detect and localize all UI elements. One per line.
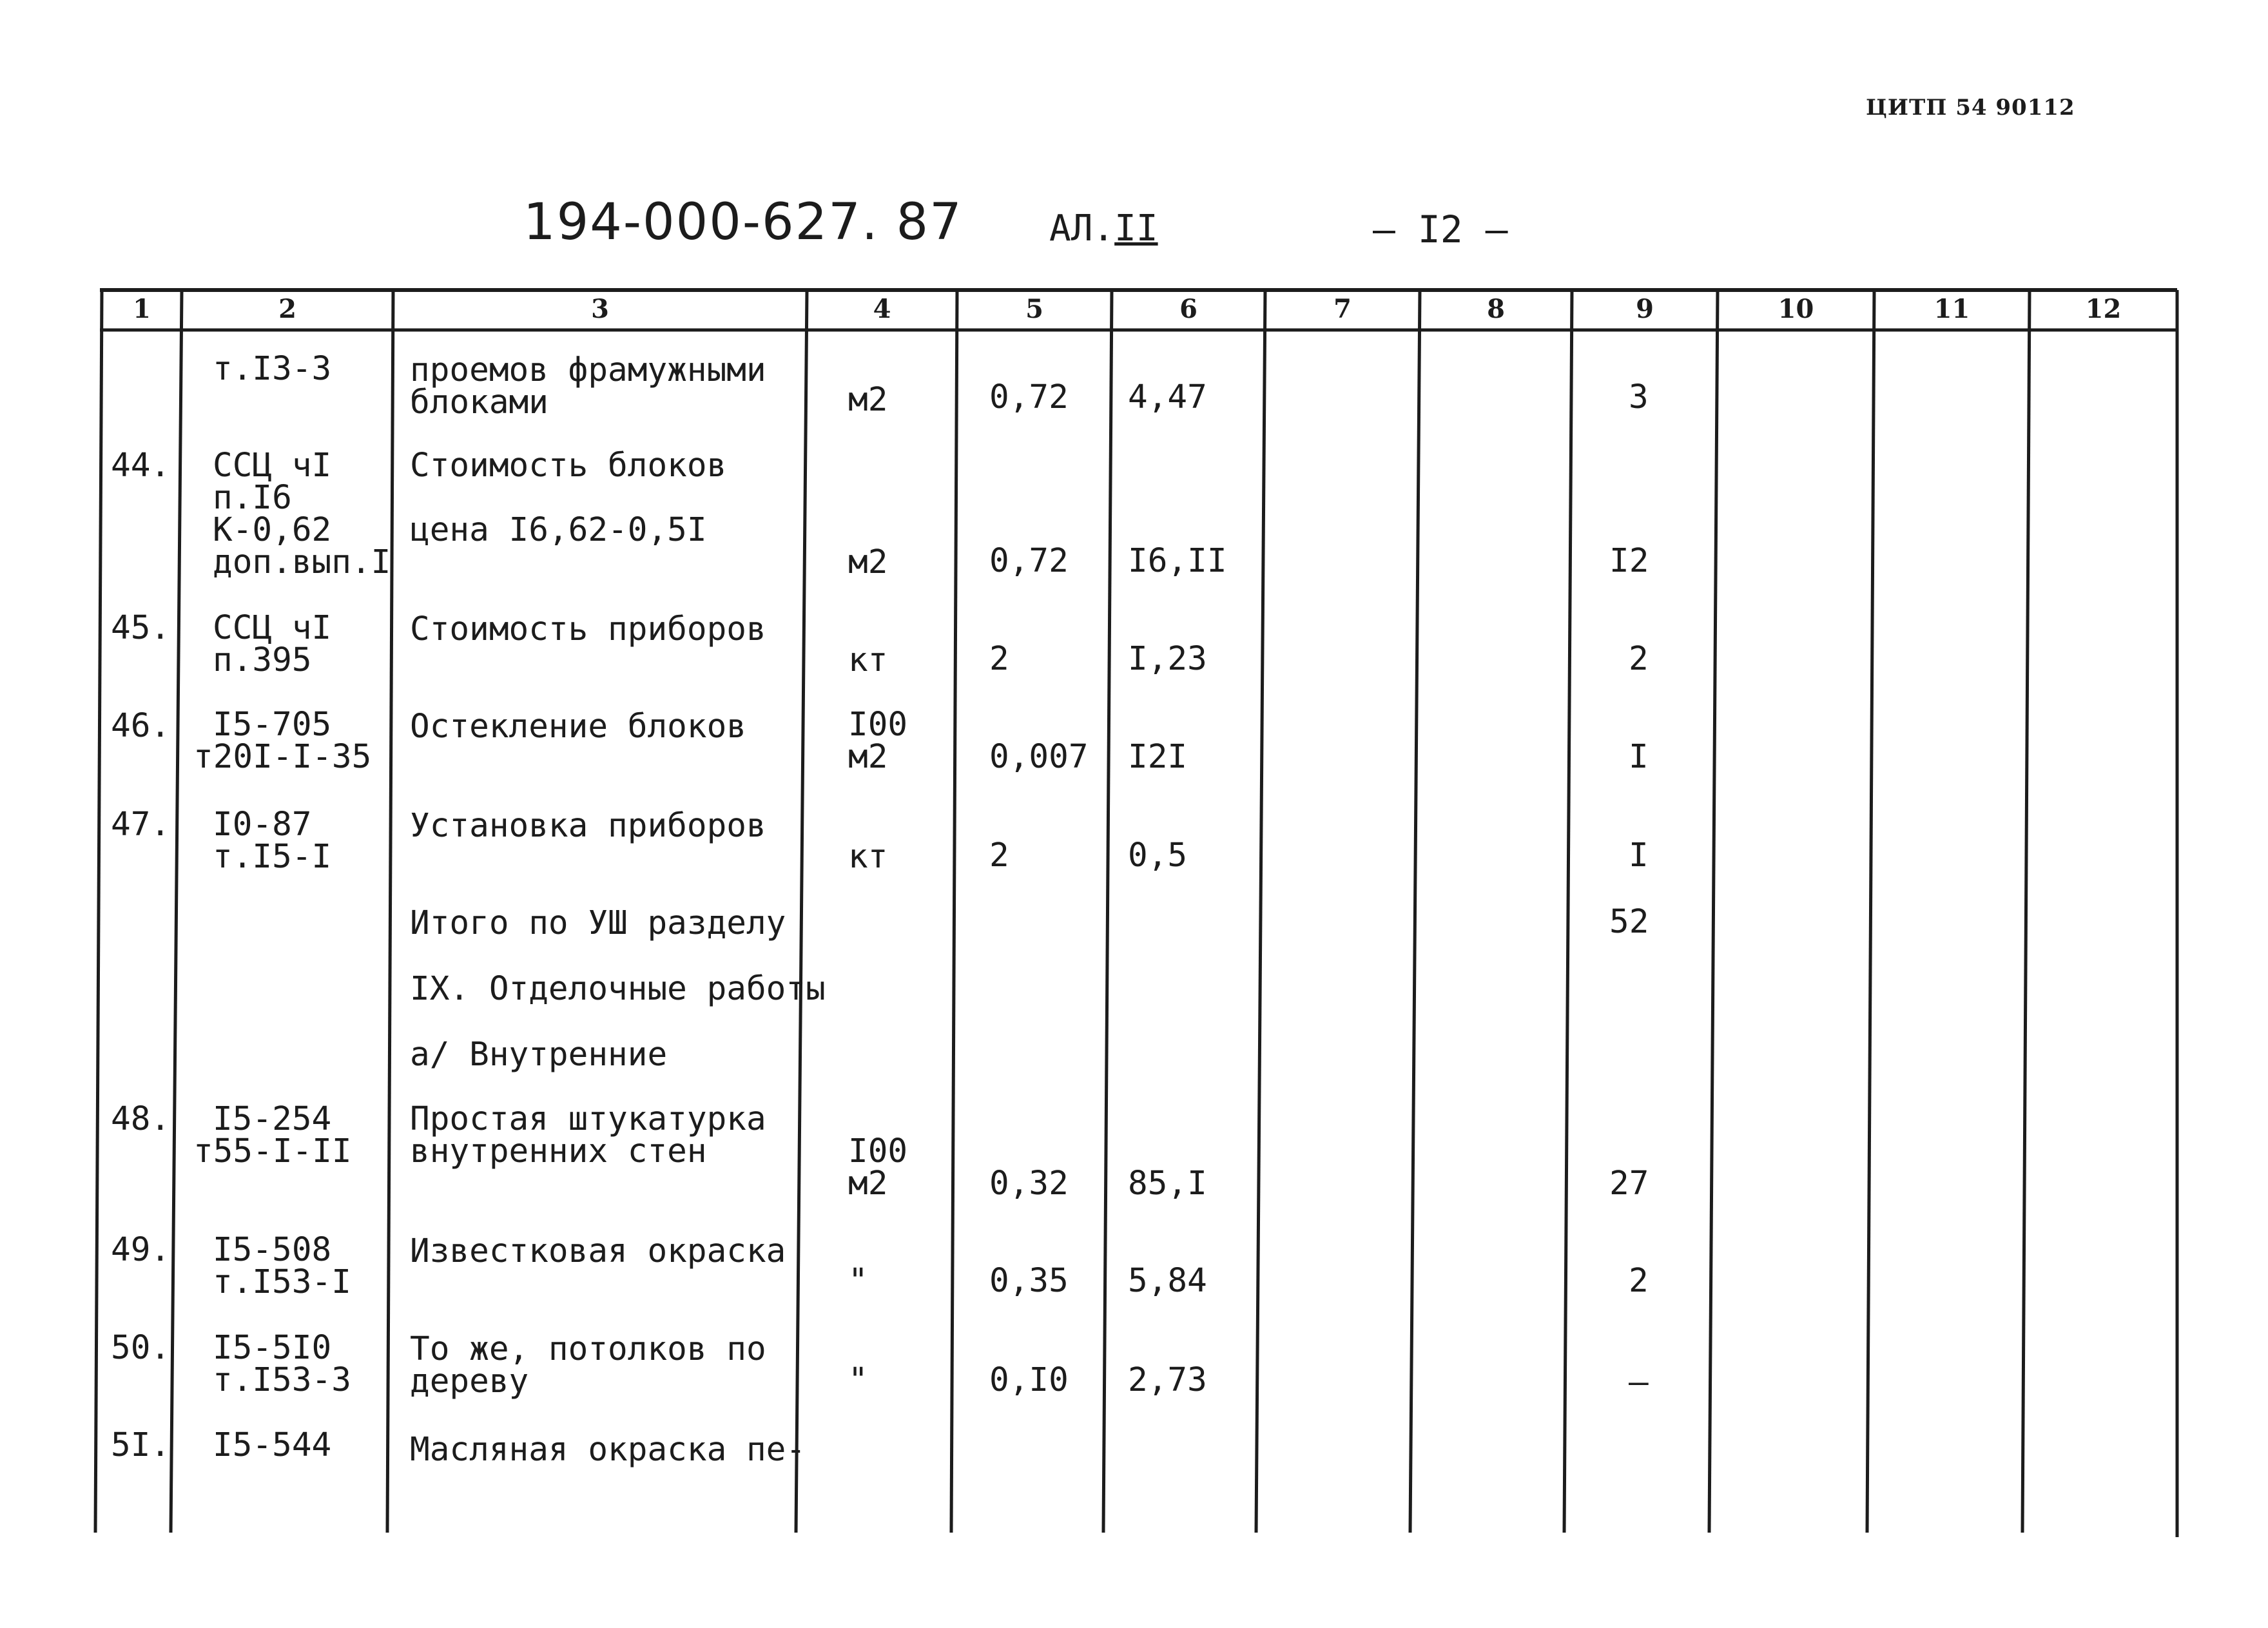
code-cell: т20I-I-35 <box>193 738 372 776</box>
row-number: 46. <box>111 707 171 745</box>
column-header: 1 <box>133 294 151 324</box>
unit-cell: " <box>848 1361 868 1399</box>
column-divider <box>1709 290 1718 1533</box>
code-cell: I0-87 <box>213 806 312 844</box>
column9-cell: 52 <box>1609 903 1649 941</box>
unit-cell: м2 <box>848 381 888 419</box>
column-divider <box>1103 290 1112 1533</box>
column-divider <box>387 290 393 1533</box>
column-header: 3 <box>591 294 609 324</box>
quantity-cell: 0,007 <box>989 738 1089 776</box>
quantity-cell: 0,32 <box>989 1165 1069 1203</box>
column-divider <box>1410 290 1420 1533</box>
row-number: 48. <box>111 1100 171 1138</box>
quantity-cell: 0,I0 <box>989 1361 1069 1399</box>
description-cell: цена I6,62-0,5I <box>410 511 707 549</box>
unit-cell: " <box>848 1262 868 1300</box>
column-divider <box>2022 290 2030 1533</box>
code-cell: доп.вып.I <box>213 543 391 581</box>
page-number: – I2 – <box>1373 208 1508 251</box>
code-cell: п.395 <box>213 641 312 679</box>
column9-cell: 27 <box>1609 1165 1649 1203</box>
code-cell: ССЦ чI <box>213 447 332 485</box>
unit-cell: м2 <box>848 738 888 776</box>
price-cell: 4,47 <box>1128 378 1207 416</box>
column-header: 8 <box>1487 294 1505 324</box>
section-heading: IX. Отделочные работы <box>410 970 826 1008</box>
code-cell: т55-I-II <box>193 1132 352 1170</box>
code-cell: п.I6 <box>213 479 292 517</box>
row-number: 44. <box>111 447 171 485</box>
column-header: 7 <box>1333 294 1352 324</box>
column9-cell: 3 <box>1629 378 1649 416</box>
unit-cell: кт <box>848 641 888 679</box>
description-cell: Установка приборов <box>410 807 766 845</box>
description-cell: То же, потолков по <box>410 1330 766 1368</box>
column9-cell: 2 <box>1629 1262 1649 1300</box>
column9-cell: I2 <box>1609 542 1649 580</box>
column-divider <box>951 290 957 1533</box>
column-header: 11 <box>1934 294 1970 324</box>
sheet-roman: II <box>1114 208 1158 249</box>
price-cell: 0,5 <box>1128 837 1188 875</box>
price-cell: I,23 <box>1128 640 1207 678</box>
unit-cell: м2 <box>848 1165 888 1203</box>
price-cell: 5,84 <box>1128 1262 1207 1300</box>
unit-cell: I00 <box>848 1132 908 1170</box>
code-cell: I5-705 <box>213 706 332 744</box>
column-header: 12 <box>2085 294 2122 324</box>
unit-cell: кт <box>848 838 888 876</box>
column-divider <box>1564 290 1572 1533</box>
column-header: 6 <box>1179 294 1197 324</box>
quantity-cell: 0,35 <box>989 1262 1069 1300</box>
archive-stamp: ЦИТП 54 90112 <box>1866 95 2075 121</box>
column-divider <box>796 290 807 1533</box>
column9-cell: I <box>1629 738 1649 776</box>
description-cell: дереву <box>410 1362 529 1400</box>
code-cell: I5-254 <box>213 1100 332 1138</box>
row-number: 45. <box>111 609 171 647</box>
column-header: 4 <box>873 294 891 324</box>
column-header: 5 <box>1025 294 1043 324</box>
quantity-cell: 0,72 <box>989 542 1069 580</box>
document-number: 194-000-627. 87 <box>523 193 963 251</box>
subsection-heading: а/ Внутренние <box>410 1036 668 1074</box>
column-divider <box>1256 290 1265 1533</box>
column-header: 9 <box>1636 294 1654 324</box>
code-cell: I5-5I0 <box>213 1329 332 1367</box>
code-cell: т.I5-I <box>213 838 332 876</box>
description-cell: блоками <box>410 383 548 422</box>
unit-cell: I00 <box>848 706 908 744</box>
price-cell: I6,II <box>1128 542 1227 580</box>
description-cell: Стоимость блоков <box>410 447 727 485</box>
subtotal-label: Итого по УШ разделу <box>410 904 786 942</box>
code-cell: т.I53-I <box>213 1263 351 1301</box>
column9-cell: 2 <box>1629 640 1649 678</box>
column-divider <box>95 290 102 1533</box>
description-cell: Известковая окраска <box>410 1232 786 1270</box>
code-cell: К-0,62 <box>213 511 332 549</box>
column-header: 2 <box>278 294 296 324</box>
price-cell: I2I <box>1128 738 1188 776</box>
code-cell: ССЦ чI <box>213 609 332 647</box>
column9-cell: I <box>1629 837 1649 875</box>
description-cell: Простая штукатурка <box>410 1100 766 1138</box>
quantity-cell: 2 <box>989 640 1009 678</box>
code-cell: I5-544 <box>213 1426 332 1464</box>
price-cell: 2,73 <box>1128 1361 1207 1399</box>
row-number: 5I. <box>111 1426 171 1464</box>
column-header: 10 <box>1778 294 1814 324</box>
description-cell: Стоимость приборов <box>410 610 766 648</box>
description-cell: внутренних стен <box>410 1132 707 1170</box>
sheet-prefix: АЛ. <box>1049 208 1115 249</box>
column9-cell: – <box>1629 1363 1649 1401</box>
code-cell: т.I53-3 <box>213 1361 351 1399</box>
description-cell: Остекление блоков <box>410 708 746 746</box>
code-cell: т.I3-3 <box>213 350 332 388</box>
quantity-cell: 2 <box>989 837 1009 875</box>
row-number: 47. <box>111 806 171 844</box>
price-cell: 85,I <box>1128 1165 1207 1203</box>
code-cell: I5-508 <box>213 1231 332 1269</box>
row-number: 49. <box>111 1231 171 1269</box>
column-divider <box>1867 290 1874 1533</box>
column-divider <box>171 290 182 1533</box>
unit-cell: м2 <box>848 543 888 581</box>
description-cell: Масляная окраска пе- <box>410 1431 806 1469</box>
description-cell: проемов фрамужными <box>410 351 766 389</box>
quantity-cell: 0,72 <box>989 378 1069 416</box>
row-number: 50. <box>111 1329 171 1367</box>
